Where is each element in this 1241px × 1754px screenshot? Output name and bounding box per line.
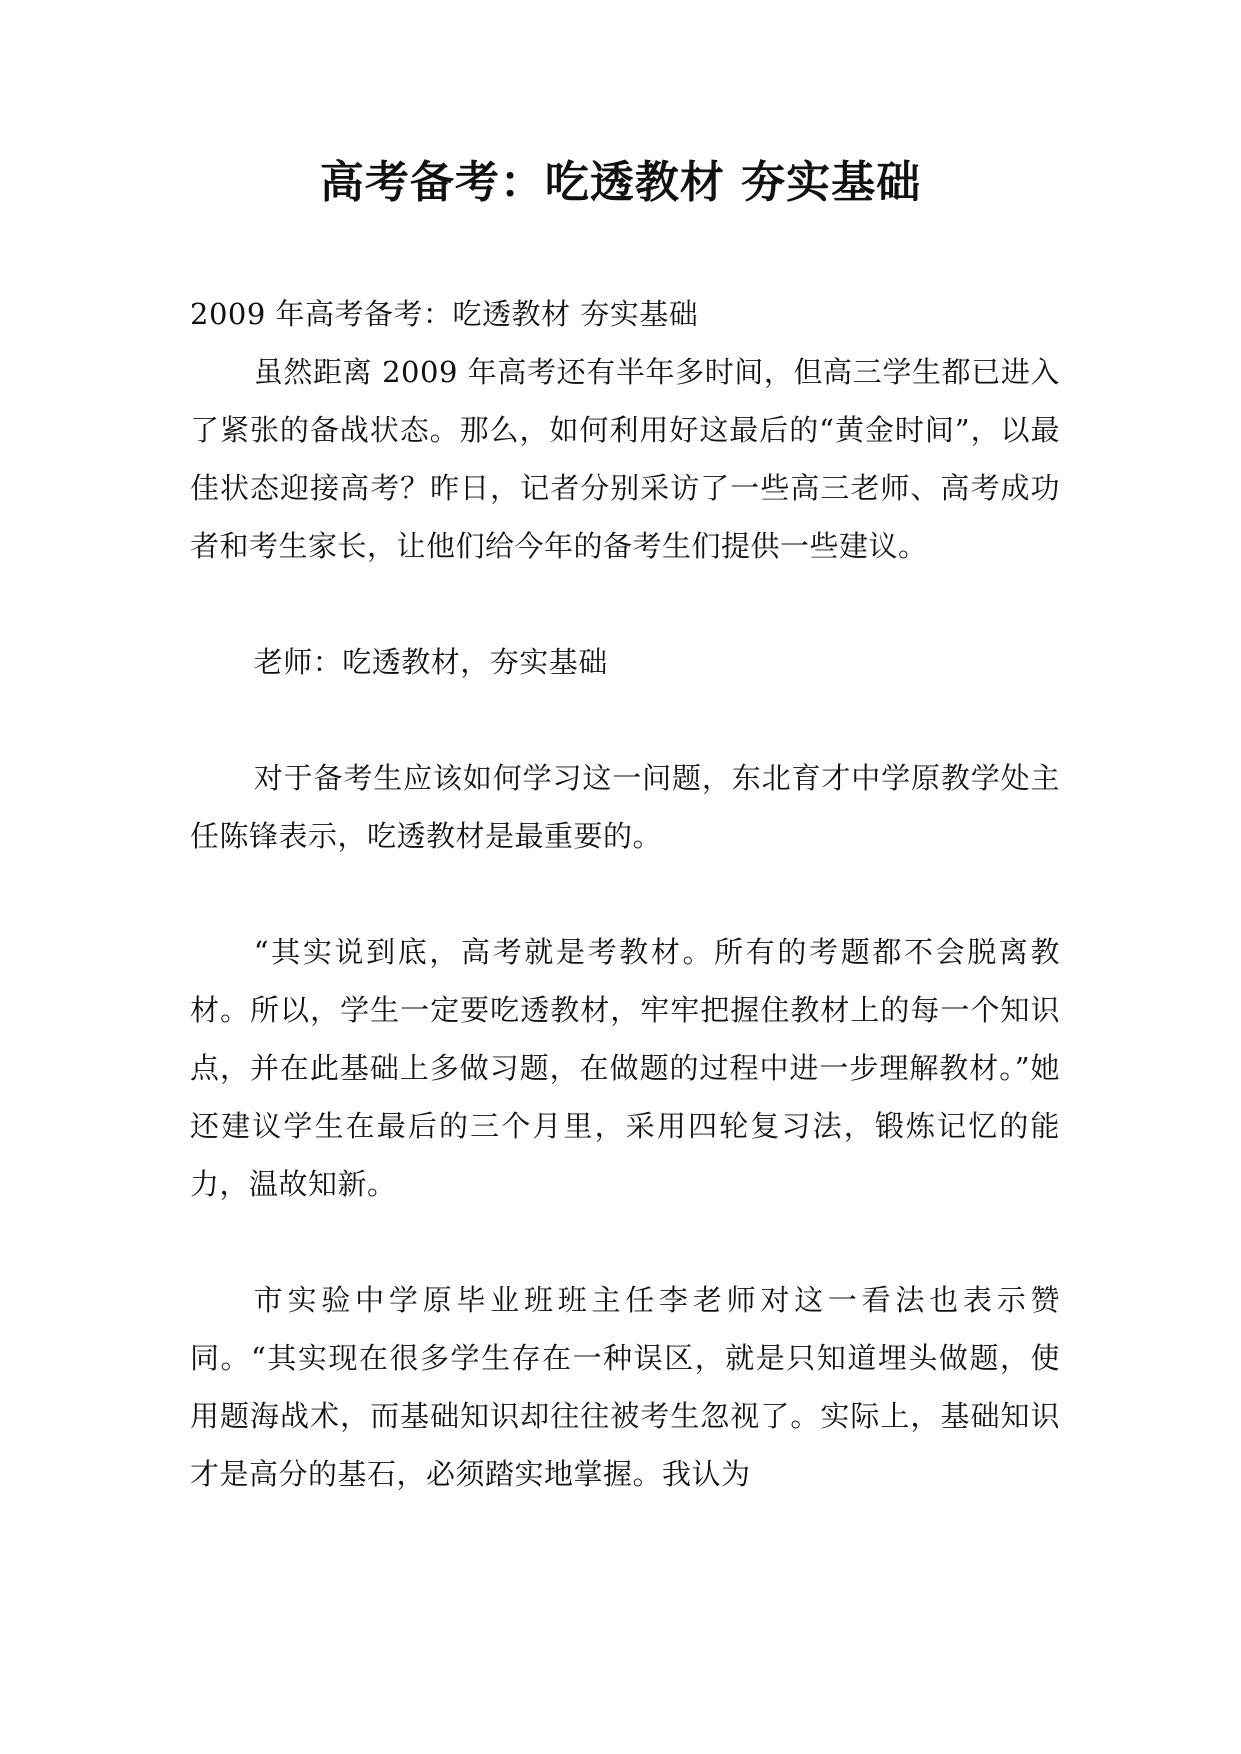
section-heading: 老师：吃透教材，夯实基础 xyxy=(253,645,608,679)
paragraph-spacer xyxy=(190,1213,1060,1271)
body-paragraph: 对于备考生应该如何学习这一问题，东北育才中学原教学处主任陈锋表示，吃透教材是最重要的。 xyxy=(190,761,1060,853)
body-paragraph: “其实说到底，高考就是考教材。所有的考题都不会脱离教材。所以，学生一定要吃透教材，牢牢把握住教材上的每一个知识点，并在此基础上多做习题，在做题的过程中进一步理解教材。”她还建议学生在最后的三个月里，采用四轮复习法，锻炼记忆的能力，温故知新。 xyxy=(190,935,1060,1201)
subtitle-paragraph: 2009 年高考备考：吃透教材 夯实基础 xyxy=(190,297,699,331)
body-paragraph: 市实验中学原毕业班班主任李老师对这一看法也表示赞同。“其实现在很多学生存在一种误区，就是只知道埋头做题，使用题海战术，而基础知识却往往被考生忽视了。实际上，基础知识才是高分的基石，必须踏实地掌握。我认为 xyxy=(190,1283,1060,1491)
paragraph-spacer xyxy=(190,865,1060,923)
paragraph-spacer xyxy=(190,691,1060,749)
document-body xyxy=(190,285,1060,1503)
document-title: 高考备考：吃透教材 夯实基础 xyxy=(319,157,922,208)
intro-paragraph: 虽然距离 2009 年高考还有半年多时间，但高三学生都已进入了紧张的备战状态。那么，如何利用好这最后的“黄金时间”，以最佳状态迎接高考？昨日，记者分别采访了一些高三老师、高考成功者和考生家长，让他们给今年的备考生们提供一些建议。 xyxy=(190,355,1060,563)
paragraph-spacer xyxy=(190,575,1060,633)
